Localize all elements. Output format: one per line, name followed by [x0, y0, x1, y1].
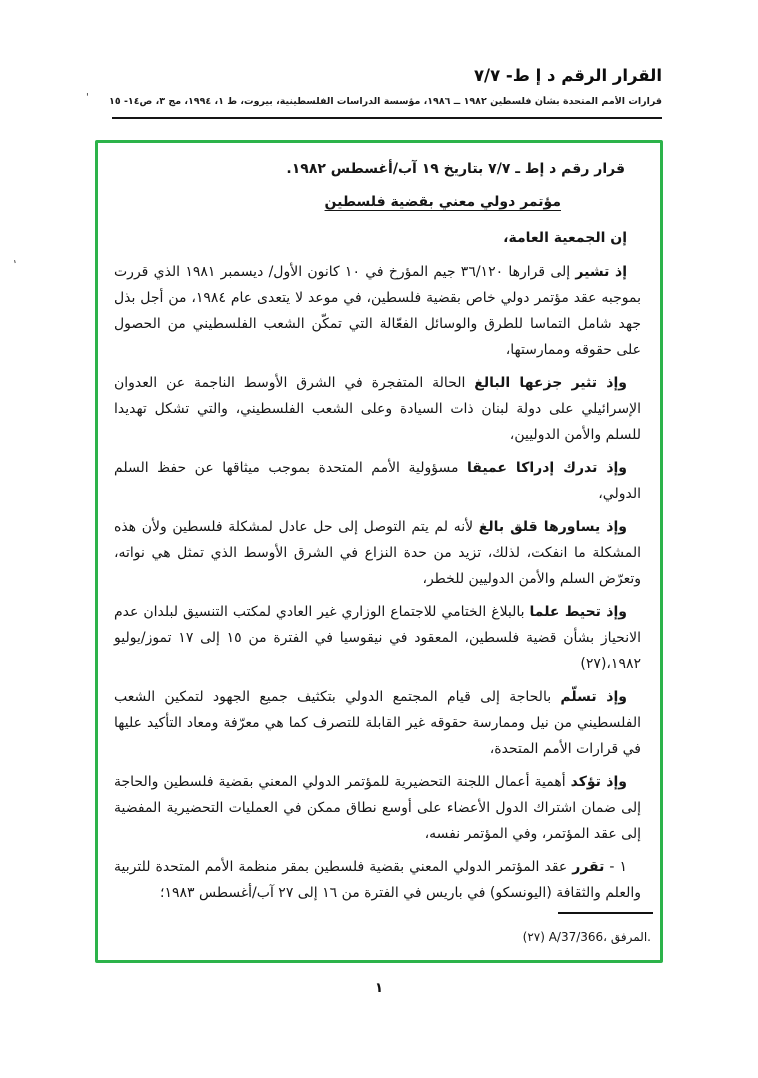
paragraph-lead: وإذ تحيط علما — [529, 604, 627, 620]
preamble-paragraph-1 — [114, 259, 641, 363]
scan-artifact-left-margin: ' — [12, 257, 19, 272]
subject-heading: مؤتمر دولي معني بقضية فلسطين — [324, 194, 561, 210]
resolution-number-line: قرار رقم د إط ـ ٧/٧ بتاريخ ١٩ آب/أغسطس ١٩٨٢. — [286, 161, 625, 177]
paragraph-text: بالبلاغ الختامي للاجتماع الوزاري غير العادي لمكتب التنسيق لبلدان عدم الانحياز بشأن قضية فلسطين، المعقود في نيقوسيا في الفترة من ١٥ إلى ١٧ تموز/يوليو ١٩٨٢،(٢٧) — [114, 604, 641, 672]
paragraph-text: إلى قرارها ٣٦/١٢٠ جيم المؤرخ في ١٠ كانون الأول/ ديسمبر ١٩٨١ الذي قررت بموجبه عقد مؤتمر دولي خاص بقضية فلسطين، في موعد لا يتعدى عام ١٩٨٤، من أجل بذل جهد شامل التماسا للطرق والوسائل الفعّالة التي تمكّن الشعب الفلسطيني من الحصول على حقوقه وممارستها، — [114, 264, 641, 358]
paragraph-prefix: ١ - — [604, 859, 628, 875]
scan-artifact-source-tail: ' — [86, 92, 89, 103]
paragraph-lead: وإذ تدرك إدراكا عميقا — [466, 460, 627, 476]
paragraph-text: مسؤولية الأمم المتحدة بموجب ميثاقها عن حفظ السلم الدولي، — [114, 460, 641, 502]
paragraph-lead: وإذ تثير جزعها البالغ — [474, 375, 627, 391]
paragraph-text: لأنه لم يتم التوصل إلى حل عادل لمشكلة فلسطين ولأن هذه المشكلة ما انفكت، لذلك، تزيد من حدة النزاع في الشرق الأوسط الذي تمثل هي نواته، وتعرّض السلم والأمن الدوليين للخطر، — [114, 519, 641, 587]
preamble-paragraph-3 — [114, 455, 641, 507]
paragraph-text: عقد المؤتمر الدولي المعني بقضية فلسطين بمقر منظمة الأمم المتحدة للتربية والعلم والثقافة (اليونسكو) في باريس في الفترة من ١٦ إلى ٢٧ آب/أغسطس ١٩٨٣؛ — [114, 859, 641, 901]
footnote: (٢٧) A/37/366، المرفق. — [522, 930, 651, 944]
document-frame — [95, 140, 663, 963]
source-citation: قرارات الأمم المتحدة بشأن فلسطين ١٩٨٢ ــ ١٩٨٦، مؤسسة الدراسات الفلسطينية، بيروت، ط ١، ١٩٩٤، مج ٣، ص١٤- ١٥ — [109, 96, 662, 107]
paragraph-lead: وإذ تؤكد — [570, 774, 627, 790]
paragraph-lead: وإذ يساورها قلق بالغ — [478, 519, 627, 535]
preamble-opening: إن الجمعية العامة، — [503, 230, 627, 246]
paragraph-lead: تقرر — [572, 859, 605, 875]
paragraph-text: بالحاجة إلى قيام المجتمع الدولي بتكثيف جميع الجهود لتمكين الشعب الفلسطيني من نيل وممارسة حقوقه غير القابلة للتصرف كما هي معرّفة ومعاد التأكيد عليها في قرارات الأمم المتحدة، — [114, 689, 641, 757]
page-number: ١ — [374, 980, 384, 996]
preamble-paragraph-7 — [114, 769, 641, 847]
document-title: القرار الرقم د إ ط- ٧/٧ — [473, 66, 662, 85]
preamble-paragraph-4 — [114, 514, 641, 592]
header-rule — [112, 117, 662, 119]
paragraph-text: الحالة المتفجرة في الشرق الأوسط الناجمة عن العدوان الإسرائيلي على دولة لبنان ذات السيادة وعلى الشعب الفلسطيني، والتي تشكل تهديدا للسلم والأمن الدوليين، — [114, 375, 641, 443]
paragraph-lead: وإذ تسلّم — [560, 689, 627, 705]
footnote-separator-rule — [558, 912, 653, 914]
operative-paragraph-1 — [114, 854, 641, 906]
preamble-paragraph-5 — [114, 599, 641, 677]
paragraph-text: أهمية أعمال اللجنة التحضيرية للمؤتمر الدولي المعني بقضية فلسطين والحاجة إلى ضمان اشتراك الدول الأعضاء على أوسع نطاق ممكن في العمليات التحضيرية المفضية إلى عقد المؤتمر، وفي المؤتمر نفسه، — [114, 774, 641, 842]
paragraph-lead: إذ تشير — [575, 264, 627, 280]
preamble-paragraph-6 — [114, 684, 641, 762]
preamble-paragraph-2 — [114, 370, 641, 448]
